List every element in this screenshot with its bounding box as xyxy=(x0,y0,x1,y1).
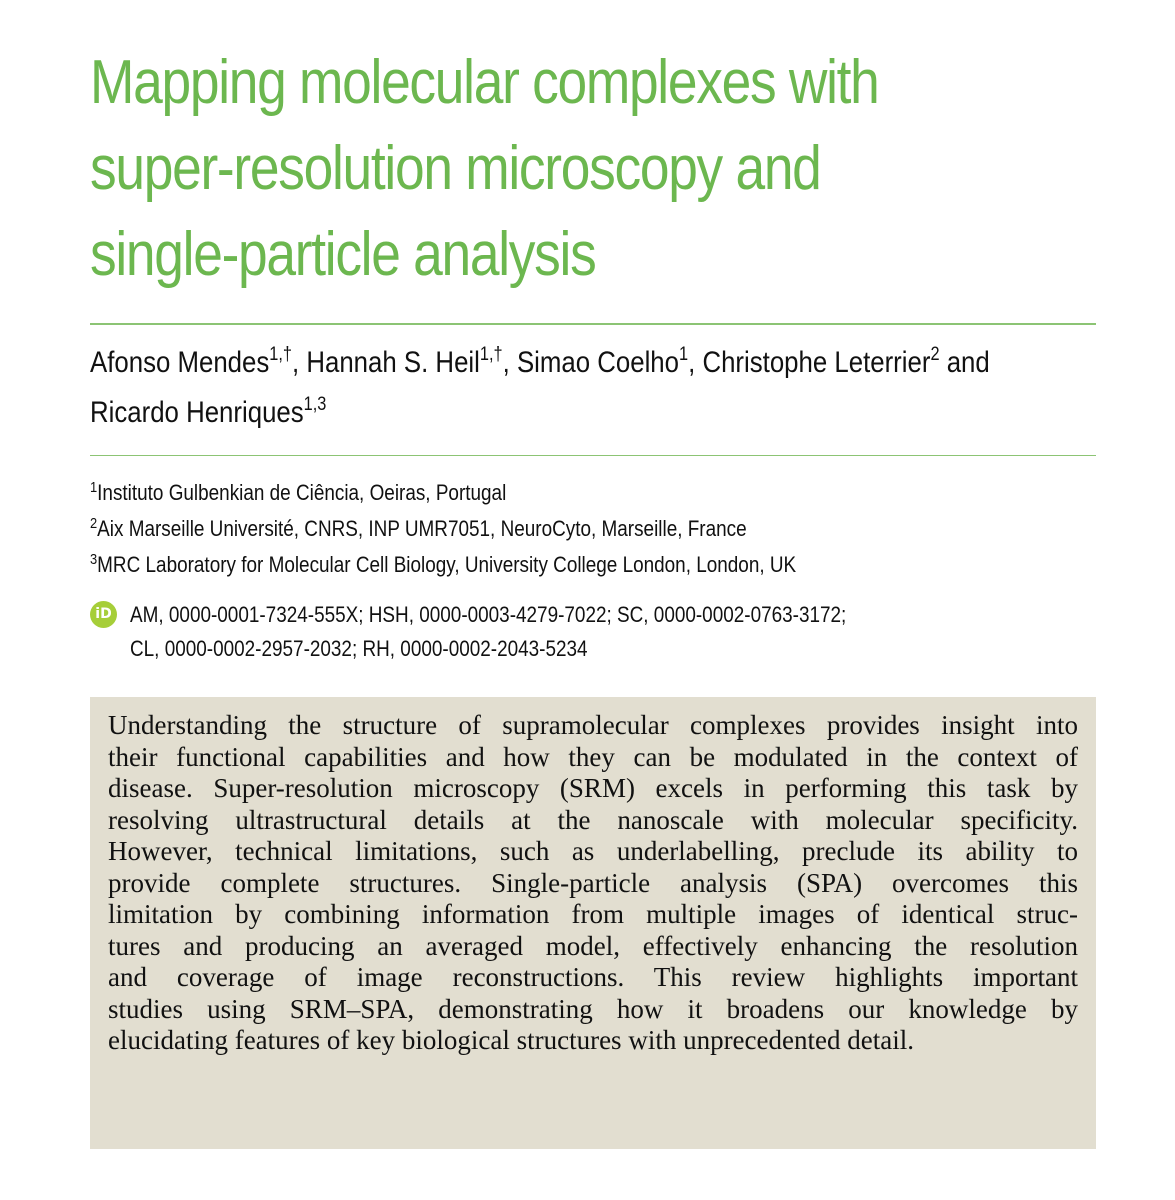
author-affiliation-mark: 2 xyxy=(930,344,940,365)
orcid-line: AM, 0000-0001-7324-555X; HSH, 0000-0003-4279-7022; SC, 0000-0002-0763-3172; xyxy=(130,602,847,627)
affiliation-text: Aix Marseille Université, CNRS, INP UMR7051, NeuroCyto, Marseille, France xyxy=(97,516,747,541)
abstract-line: resolving ultrastructural details at the nanoscale with molecular specificity. xyxy=(108,804,1078,835)
authors-divider xyxy=(90,455,1096,456)
abstract-line: studies using SRM–SPA, demonstrating how it broadens our knowledge by xyxy=(108,993,1078,1024)
orcid-ids xyxy=(130,598,846,666)
author-name: Afonso Mendes xyxy=(90,346,270,379)
title-line: Mapping molecular complexes with xyxy=(90,48,879,117)
affiliation-item xyxy=(90,547,796,583)
abstract-line: provide complete structures. Single-particle analysis (SPA) overcomes this xyxy=(108,867,1078,898)
abstract-line: elucidating features of key biological structures with unprecedented detail. xyxy=(108,1025,914,1055)
title-line: super-resolution microscopy and xyxy=(90,134,821,203)
author-affiliation-mark: 1,3 xyxy=(303,394,327,415)
affiliation-item xyxy=(90,475,796,511)
abstract-line: disease. Super-resolution microscopy (SRM) excels in performing this task by xyxy=(108,773,1078,803)
author-separator: , xyxy=(502,346,517,379)
author-name: Hannah S. Heil xyxy=(306,346,480,379)
author-separator: and xyxy=(939,346,990,379)
author-affiliation-mark: 1,† xyxy=(479,344,503,365)
author-separator: , xyxy=(688,346,703,379)
author-affiliation-mark: 1,† xyxy=(269,344,293,365)
abstract-line: their functional capabilities and how they can be modulated in the context of xyxy=(108,741,1078,772)
title-divider xyxy=(90,323,1096,325)
affiliation-number: 1 xyxy=(90,479,98,496)
affiliation-number: 3 xyxy=(90,551,98,568)
abstract-line: and coverage of image reconstructions. This review highlights important xyxy=(108,962,1078,992)
abstract-line: Understanding the structure of supramolecular complexes provides insight into xyxy=(108,710,1078,740)
abstract-text xyxy=(108,710,1078,1057)
abstract-line: limitation by combining information from multiple images of identical struc- xyxy=(108,899,1078,929)
affiliation-text: Instituto Gulbenkian de Ciência, Oeiras, Portugal xyxy=(97,480,507,505)
affiliation-number: 2 xyxy=(90,515,98,532)
abstract-line: However, technical limitations, such as underlabelling, preclude its ability to xyxy=(108,836,1078,866)
affiliation-text: MRC Laboratory for Molecular Cell Biology, University College London, London, UK xyxy=(97,552,797,577)
abstract-line: tures and producing an averaged model, effectively enhancing the resolution xyxy=(108,930,1078,961)
author-list xyxy=(90,338,1088,438)
orcid-line: CL, 0000-0002-2957-2032; RH, 0000-0002-2043-5234 xyxy=(130,636,588,661)
author-name: Ricardo Henriques xyxy=(90,396,304,429)
author-name: Simao Coelho xyxy=(516,346,680,379)
affiliation-list xyxy=(90,475,796,583)
article-title xyxy=(90,40,950,298)
abstract-box xyxy=(90,697,1096,1149)
author-separator: , xyxy=(292,346,307,379)
author-name: Christophe Leterrier xyxy=(702,346,931,379)
title-line: single-particle analysis xyxy=(90,220,596,289)
author-affiliation-mark: 1 xyxy=(679,344,689,365)
orcid-icon[interactable]: iD xyxy=(90,601,117,628)
affiliation-item xyxy=(90,511,796,547)
